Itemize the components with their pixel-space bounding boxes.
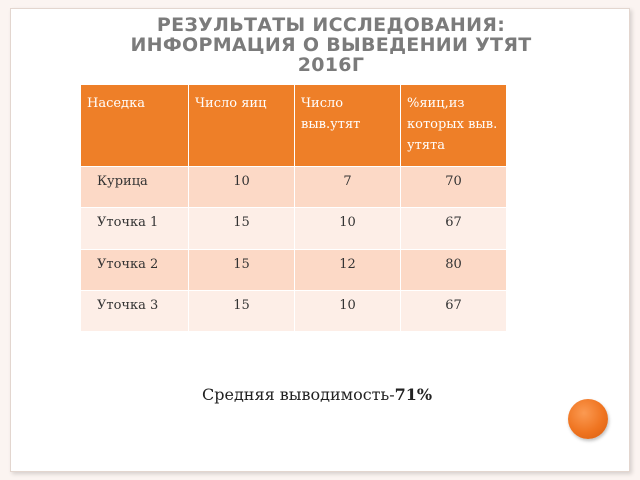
cell-egg-count: 15: [189, 208, 295, 249]
slide-title: [41, 15, 621, 75]
header-hatch-percent: %яиц,из которых выв. утята: [401, 85, 507, 167]
table-row: [81, 208, 507, 249]
cell-hen: Уточка 2: [81, 249, 189, 290]
table-row: [81, 249, 507, 290]
average-hatchability: [202, 385, 432, 404]
title-line-1: РЕЗУЛЬТАТЫ ИССЛЕДОВАНИЯ:: [156, 14, 506, 36]
cell-hen: Курица: [81, 167, 189, 208]
table-header-row: [81, 85, 507, 167]
table-row: [81, 167, 507, 208]
decorative-orange-circle: [568, 399, 608, 439]
header-hen: Наседка: [81, 85, 189, 167]
cell-hatched-count: 7: [295, 167, 401, 208]
cell-egg-count: 15: [189, 290, 295, 331]
cell-hen: Уточка 3: [81, 290, 189, 331]
cell-hatched-count: 10: [295, 208, 401, 249]
average-label: Средняя выводимость-: [202, 385, 395, 404]
average-value: 71%: [394, 385, 433, 404]
title-line-3: 2016Г: [297, 54, 365, 76]
header-egg-count: Число яиц: [189, 85, 295, 167]
cell-hatch-percent: 67: [401, 290, 507, 331]
cell-hatch-percent: 80: [401, 249, 507, 290]
table-row: [81, 290, 507, 331]
cell-egg-count: 15: [189, 249, 295, 290]
cell-hatched-count: 10: [295, 290, 401, 331]
cell-egg-count: 10: [189, 167, 295, 208]
cell-hatch-percent: 67: [401, 208, 507, 249]
title-line-2: ИНФОРМАЦИЯ О ВЫВЕДЕНИИ УТЯТ: [130, 34, 532, 56]
results-table: [80, 84, 507, 332]
cell-hen: Уточка 1: [81, 208, 189, 249]
cell-hatch-percent: 70: [401, 167, 507, 208]
cell-hatched-count: 12: [295, 249, 401, 290]
header-hatched-count: Число выв.утят: [295, 85, 401, 167]
